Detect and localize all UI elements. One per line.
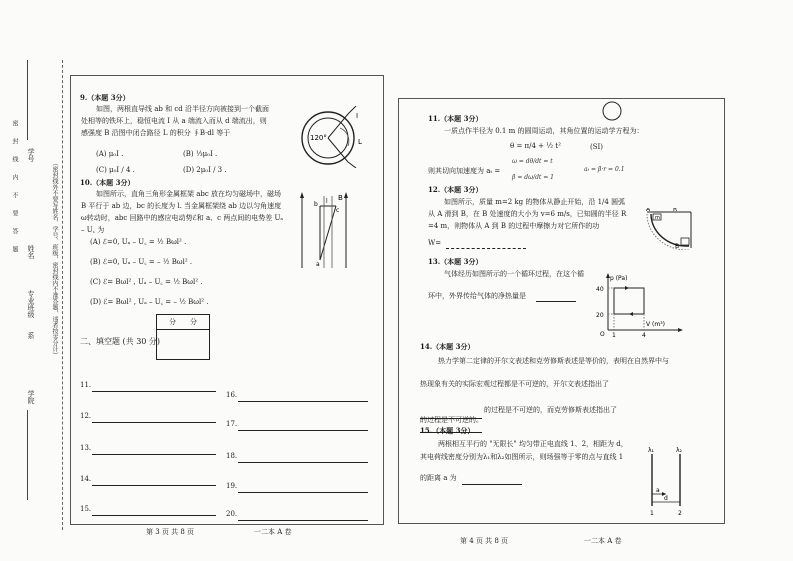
arc-a-label: A [646,208,651,213]
q11-handwritten-answer: aₜ = β·r = 0.1 [584,166,625,173]
q9-title: 9.（本题 3分） [80,93,130,102]
triangle-b-field-label: B [338,194,343,202]
blank-14-label: 14. [80,475,92,483]
distance-a-label: a [656,487,660,494]
q10-option-a: (A) ℰ=0, Uₐ – U꜀ = ½ Bωl² . [90,238,187,246]
arc-r-label: R [673,208,678,213]
major-label: 专业班级 [27,290,35,318]
q15-line-1: 两根相互平行的 "无限长" 均匀带正电直线 1、2，相距为 d， [438,440,628,448]
q10-line-3: ω转动时，abc 回路中的感应电动势ℰ和 a、c 两点间的电势差 Uₐ [81,214,284,222]
ring-figure [296,106,366,168]
q9-option-d: (D) 2μ₀I / 3 . [183,166,227,174]
q11-title: 11.（本题 3分） [428,114,483,123]
blank-15-label: 15. [80,505,92,513]
q14-line-2: 热现象有关的实际宏观过程都是不可逆的，开尔文表述指出了 [420,380,609,388]
q10-line-4: – U꜀ 为 [81,226,105,234]
pv-origin: O [600,331,605,338]
q9-line-2: 处相等的铁环上，稳恒电流 I 从 a 端流入而从 d 端流出，则 [81,117,267,125]
q10-option-d: (D) ℰ= Bωl² , Uₐ – U꜀ = – ½ Bωl² . [90,298,209,306]
score-box [156,314,210,360]
blank-13-line[interactable] [92,454,216,455]
xi-label: 系 [27,332,35,339]
q9-option-c: (C) μ₀I / 4 . [96,166,135,174]
ring-i-label: I [356,112,359,120]
blank-18-line[interactable] [238,462,368,463]
q15-title: 15.（本题 3分） [420,426,475,435]
q15-line-3: 的距离 a 为 [420,474,457,482]
pv-v-axis-label: V (m³) [646,321,665,328]
arc-m-label: m [655,215,660,221]
page-3-paper-code: 一二本 A 卷 [254,528,292,536]
blank-19-line[interactable] [238,492,368,493]
q10-title: 10.（本题 3分） [80,178,135,187]
q11-handwritten-beta: β = dω/dt = 1 [512,174,554,181]
blank-19-label: 19. [226,482,238,490]
section-2-heading: 二、填空题 (共 30 分) [80,337,161,346]
seal-dashed-line [62,60,63,530]
triangle-b-label: b [314,201,318,208]
pv-p-axis-label: p (Pa) [610,275,628,282]
q12-answer-label: W= [428,239,442,247]
q14-line-3: 的过程是不可逆的，而克劳修斯表述指出了 [484,406,617,414]
page-3-footer: 第 3 页 共 8 页 [146,528,195,536]
q11-line-2: 则其切向加速度为 aₜ = [428,167,501,175]
q9-line-3: 感强度 B 沿图中闭合路径 L 的积分 ∮B·dl 等于 [81,129,231,137]
blank-13-label: 13. [80,444,92,452]
q12-line-3: =4 m，则物体从 A 到 B 的过程中摩擦力对它所作的功 [428,222,600,230]
q10-option-b: (B) ℰ=0, Uₐ – U꜀ = – ½ Bωl² . [90,258,193,266]
blank-15-line[interactable] [92,515,216,516]
q12-line-1: 如图所示，质量 m=2 kg 的物体从静止开始，沿 1/4 圆弧 [444,198,626,206]
triangle-l-label: l [326,198,328,205]
pv-tick-20: 20 [596,312,604,319]
school-field-line[interactable] [27,410,28,500]
triangle-c-label: c [336,207,340,214]
blank-11-label: 11. [80,381,92,389]
quarter-arc-figure [645,208,695,250]
pv-tick-40: 40 [596,286,604,293]
blank-12-label: 12. [80,412,92,420]
q15-answer-line[interactable] [462,484,522,485]
q12-answer-line[interactable] [446,248,526,249]
blank-18-label: 18. [226,452,238,460]
triangle-a-label: a [316,261,320,268]
q13-line-2: 环中，外界传给气体的净热量是 [428,292,526,300]
q10-line-2: B 平行于 ab 边，bc 的长度为 l. 当金属框架绕 ab 边以匀角速度 [81,202,282,210]
small-circle-figure [600,100,624,122]
q11-unit: (SI) [590,143,604,151]
page-4-paper-code: 一二本 A 卷 [584,537,622,545]
score-box-label: 分 分 [157,315,209,330]
ring-l-label: L [358,138,362,146]
q9-option-a: (A) μ₀I . [96,150,124,158]
blank-17-line[interactable] [238,430,368,431]
q13-title: 13.（本题 3分） [428,257,483,266]
q12-title: 12.（本题 3分） [428,185,483,194]
q15-line-2: 其电荷线密度分别为λ₁和λ₂如图所示，则场强等于零的点与直线 1 [420,453,624,461]
arc-b-label: B [675,243,680,250]
blank-17-label: 17. [226,420,238,428]
blank-16-label: 16. [226,391,238,399]
line-2-label: 2 [678,510,682,517]
blank-11-line[interactable] [92,391,216,392]
q10-option-c: (C) ℰ= Bωl² , Uₐ – U꜀ = ½ Bωl² . [90,278,203,286]
q13-line-1: 气体经历如图所示的一个循环过程，在这个循 [444,270,584,278]
margin-notice: （密封线外不要写姓名、学号、班级，密封线内不准答题，违者按零分计） [51,160,58,358]
blank-20-line[interactable] [238,520,368,521]
blank-12-line[interactable] [92,422,216,423]
ring-angle-label: 120° [310,134,327,142]
page-4-footer: 第 4 页 共 8 页 [460,537,509,545]
blank-20-label: 20. [226,510,238,518]
blank-14-line[interactable] [92,485,216,486]
q14-line-1: 热力学第二定律的开尔文表述和克劳修斯表述是等价的，表明在自然界中与 [438,357,669,365]
pv-tick-1: 1 [612,332,616,338]
name-label: 姓名 [27,245,35,259]
rotating-triangle-figure [296,190,356,270]
q11-equation: θ = π/4 + ½ t² [510,142,561,150]
pv-cycle-figure [592,272,686,338]
line-1-label: 1 [650,510,654,517]
q12-line-2: 从 A 滑到 B，在 B 处速度的大小为 v=6 m/s，已知圆的半径 R [428,210,627,218]
q9-option-b: (B) ⅓μ₀I . [183,150,218,158]
pv-tick-4: 4 [642,332,646,338]
q13-answer-line[interactable] [536,301,576,302]
seal-line-notice: 密 封 线 内 不 要 答 题 [11,120,18,252]
line-lambda-1-label: λ₁ [648,447,654,454]
q11-line-1: 一质点作半径为 0.1 m 的圆周运动，其角位置的运动学方程为： [444,127,644,135]
q9-line-1: 如图，两根直导线 ab 和 cd 沿半径方向被接到一个截面 [96,105,269,113]
parallel-lines-figure [640,446,694,518]
student-id-field-line[interactable] [27,60,28,140]
q10-line-1: 如图所示，直角三角形金属框架 abc 放在均匀磁场中，磁场 [96,190,282,198]
q11-handwritten-omega: ω = dθ/dt = t [512,158,553,165]
q14-line-4: 的过程是不可逆的。 [420,416,483,424]
line-lambda-2-label: λ₂ [676,447,682,454]
q14-title: 14.（本题 3分） [420,342,475,351]
student-id-label: 学号 [27,148,35,162]
blank-16-line[interactable] [238,401,368,402]
distance-d-label: d [664,495,668,502]
school-label: 学院 [27,390,35,404]
